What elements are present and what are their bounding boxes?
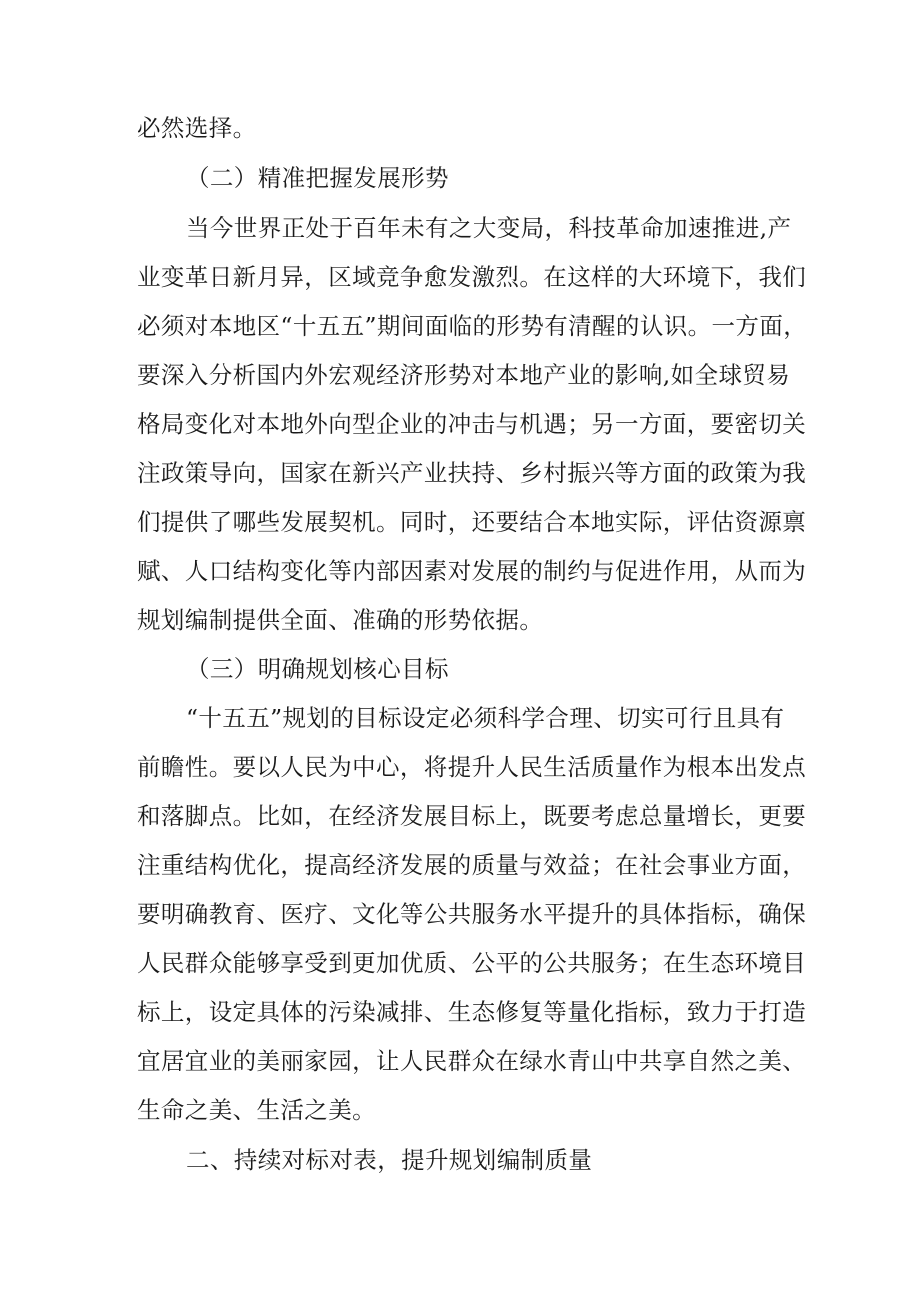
text-line: 要深入分析国内外宏观经济形势对本地产业的影响,如全球贸易 xyxy=(137,361,791,389)
text-line: 必然选择。 xyxy=(137,114,257,142)
text-line: 赋、人口结构变化等内部因素对发展的制约与促进作用，从而为 xyxy=(137,557,807,585)
section-heading: （三）明确规划核心目标 xyxy=(186,655,449,683)
text-line: 生命之美、生活之美。 xyxy=(137,1096,376,1124)
text-line: 和落脚点。比如，在经济发展目标上，既要考虑总量增长，更要 xyxy=(137,802,807,830)
text-line: 宜居宜业的美丽家园，让人民群众在绿水青山中共享自然之美、 xyxy=(137,1047,807,1075)
text-line: 注政策导向，国家在新兴产业扶持、乡村振兴等方面的政策为我 xyxy=(137,459,807,487)
text-line: 标上，设定具体的污染减排、生态修复等量化指标，致力于打造 xyxy=(137,998,807,1026)
text-line: 业变革日新月异，区域竞争愈发激烈。在这样的大环境下，我们 xyxy=(137,263,807,291)
text-line: 注重结构优化，提高经济发展的质量与效益；在社会事业方面， xyxy=(137,851,807,879)
text-line: 人民群众能够享受到更加优质、公平的公共服务；在生态环境目 xyxy=(137,949,807,977)
text-line: 要明确教育、医疗、文化等公共服务水平提升的具体指标，确保 xyxy=(137,900,807,928)
text-line: 必须对本地区“十五五”期间面临的形势有清醒的认识。一方面， xyxy=(137,312,808,340)
paragraph-first-line: 当今世界正处于百年未有之大变局，科技革命加速推进,产 xyxy=(186,214,792,242)
chapter-heading: 二、持续对标对表，提升规划编制质量 xyxy=(186,1146,593,1174)
text-line: 规划编制提供全面、准确的形势依据。 xyxy=(137,606,544,634)
text-line: 前瞻性。要以人民为中心，将提升人民生活质量作为根本出发点 xyxy=(137,753,807,781)
text-line: 格局变化对本地外向型企业的冲击与机遇；另一方面，要密切关 xyxy=(137,410,807,438)
paragraph-first-line: “十五五”规划的目标设定必须科学合理、切实可行且具有 xyxy=(186,704,785,732)
section-heading: （二）精准把握发展形势 xyxy=(186,164,449,192)
text-line: 们提供了哪些发展契机。同时，还要结合本地实际，评估资源禀 xyxy=(137,508,807,536)
